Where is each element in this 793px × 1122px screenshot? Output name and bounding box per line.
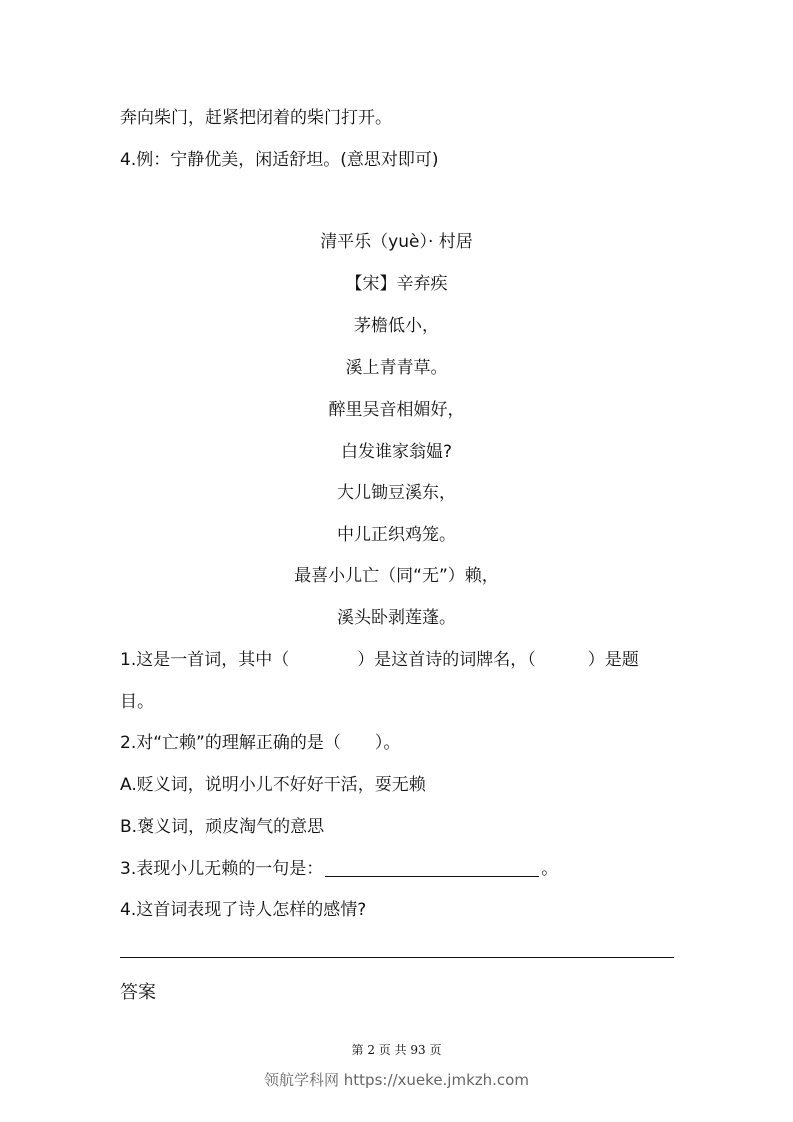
question-3 [120,857,558,881]
question-2: 2.对“亡赖”的理解正确的是（ ）。 [120,733,401,753]
option-b: B.褒义词，顽皮淘气的意思 [120,817,325,837]
previous-answer-4: 4.例：宁静优美，闲适舒坦。(意思对即可) [120,150,439,170]
poem-line: 醉里吴音相媚好， [328,400,465,420]
question-1-text-a: 1.这是一首词，其中（ [120,650,290,670]
option-a: A.贬义词，说明小儿不好好干活，耍无赖 [120,775,426,795]
question-3-text: 3.表现小儿无赖的一句是： [120,859,324,879]
question-4: 4.这首词表现了诗人怎样的感情? [120,900,367,920]
page-footer: 第 2 页 共 93 页 [351,1043,442,1057]
question-1 [120,648,639,672]
continued-answer-line: 奔向柴门，赶紧把闭着的柴门打开。 [120,108,392,128]
question-3-end: 。 [541,859,559,879]
answer-heading: 答案 [120,982,156,1003]
question-1-text-c: ）是题 [587,650,639,670]
site-watermark: 领航学科网 https://xueke.jmkzh.com [264,1071,529,1089]
question-1-text-b: ）是这首诗的词牌名，（ [357,650,536,670]
poem-title: 清平乐（yuè）· 村居 [320,232,473,252]
poem-line: 白发谁家翁媪? [340,442,453,462]
answer-rule [120,957,674,958]
answer-underline[interactable] [325,858,539,877]
poem-author: 【宋】辛弃疾 [345,274,448,294]
poem-line: 茅檐低小， [354,316,439,336]
poem-line: 溪上青青草。 [345,358,448,378]
question-1-cont: 目。 [120,692,154,712]
poem-line: 溪头卧剥莲蓬。 [337,608,456,628]
poem-line: 中儿正织鸡笼。 [337,525,456,545]
poem-line: 最喜小儿亡（同“无”）赖， [294,566,499,586]
poem-line: 大儿锄豆溪东， [337,483,456,503]
